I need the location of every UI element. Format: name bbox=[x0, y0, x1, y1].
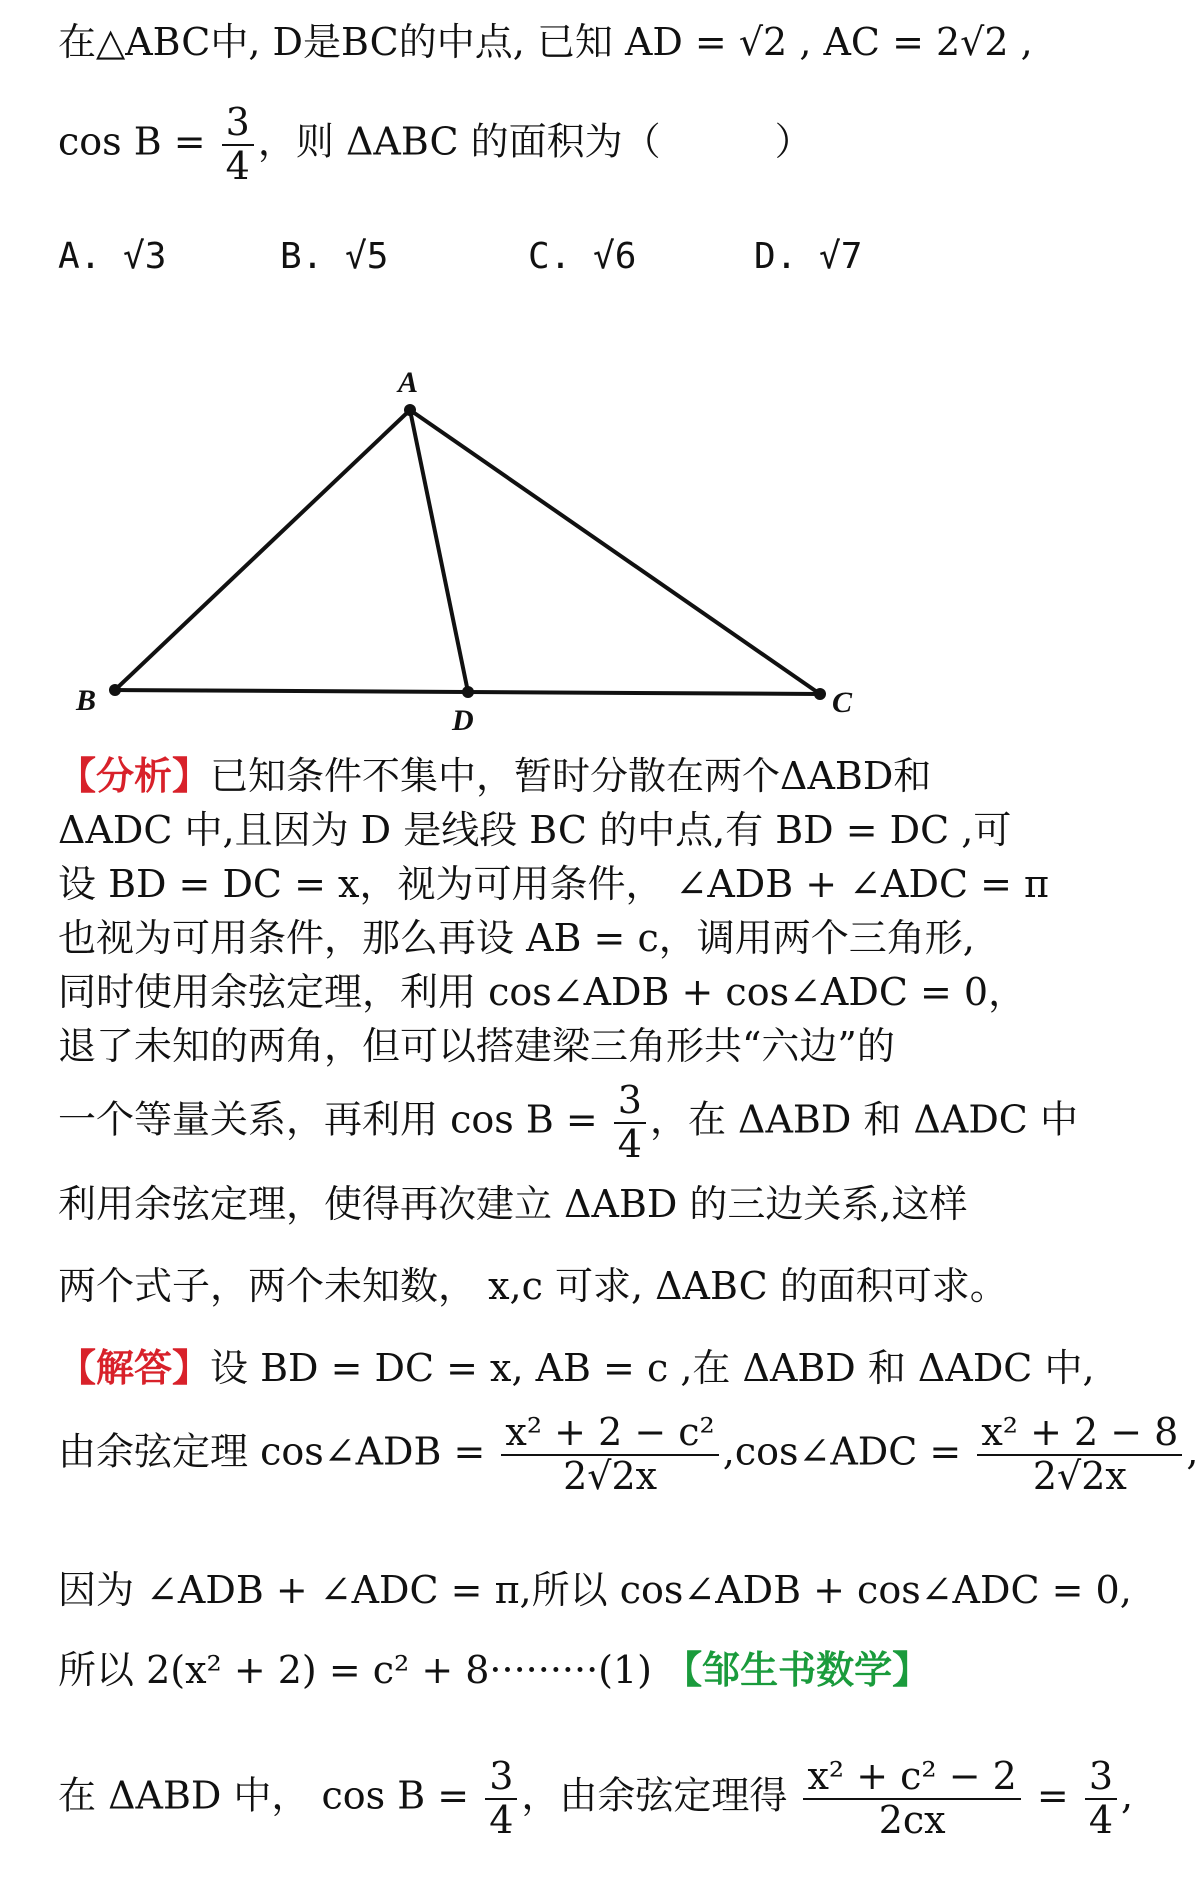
fraction: $\frac{\text{x² + 2 − 8}}{2√2x}$ bbox=[977, 1412, 1182, 1498]
fraction: $\frac{\text{x² + 2 − c²}}{2√2x}$ bbox=[501, 1412, 718, 1498]
segment-ad bbox=[410, 410, 468, 692]
analysis-line-4: 也视为可用条件，那么再设 AB = c，调用两个三角形, bbox=[58, 916, 975, 960]
analysis-line-6: 退了未知的两角，但可以搭建梁三角形共“六边”的 bbox=[58, 1024, 895, 1068]
answer-line-2: 由余弦定理 cos∠ADB = $\frac{\text{x² + 2 − c²}}{2√2x}$ ,cos∠ADC = $\frac{\text{x² + 2 − 8}}{2√2x}$ , bbox=[58, 1410, 1198, 1498]
label-a: A bbox=[398, 366, 419, 399]
fraction: $\frac{3}{4}$ bbox=[485, 1756, 517, 1842]
analysis-line-2: ΔADC 中,且因为 D 是线段 BC 的中点,有 BD = DC ,可 bbox=[58, 808, 1012, 852]
segment-ab bbox=[115, 410, 410, 690]
fraction: $\frac{\text{x² + c² − 2}}{2cx}$ bbox=[803, 1756, 1020, 1842]
vertex-b-dot bbox=[109, 684, 121, 696]
fraction: $\frac{3}{4}$ bbox=[1085, 1756, 1117, 1842]
analysis-line-9: 两个式子，两个未知数， x,c 可求, ΔABC 的面积可求。 bbox=[58, 1264, 1008, 1308]
answer-line-3: 因为 ∠ADB + ∠ADC = π,所以 cos∠ADB + cos∠ADC = 0, bbox=[58, 1568, 1132, 1612]
option-d[interactable]: D. √7 bbox=[754, 236, 863, 277]
option-a[interactable]: A. √3 bbox=[58, 236, 167, 277]
label-b: B bbox=[76, 684, 97, 717]
option-b[interactable]: B. √5 bbox=[280, 236, 389, 277]
analysis-line-8: 利用余弦定理，使得再次建立 ΔABD 的三边关系,这样 bbox=[58, 1182, 968, 1226]
triangle-figure bbox=[0, 360, 1080, 750]
question-line-2: cos B = $\frac{3}{4}$ ，则 ΔABC 的面积为（ ） bbox=[58, 100, 813, 188]
analysis-line-1: 【分析】已知条件不集中，暂时分散在两个ΔABD和 bbox=[58, 754, 932, 798]
fraction: $\frac{3}{4}$ bbox=[614, 1080, 646, 1166]
question-line-1: 在△ABC中, D是BC的中点, 已知 AD = √2 , AC = 2√2 , bbox=[58, 20, 1033, 64]
vertex-a-dot bbox=[404, 404, 416, 416]
answer-line-1: 【解答】设 BD = DC = x, AB = c ,在 ΔABD 和 ΔADC 中, bbox=[58, 1346, 1095, 1390]
vertex-c-dot bbox=[814, 688, 826, 700]
analysis-line-3: 设 BD = DC = x，视为可用条件， ∠ADB + ∠ADC = π bbox=[58, 862, 1049, 906]
segment-ac bbox=[410, 410, 820, 694]
analysis-line-7: 一个等量关系，再利用 cos B = $\frac{3}{4}$ ，在 ΔABD 和 ΔADC 中 bbox=[58, 1078, 1078, 1166]
fraction: $\frac{3}{4}$ bbox=[222, 102, 254, 188]
answer-line-5: 在 ΔABD 中， cos B = $\frac{3}{4}$ ，由余弦定理得 $\frac{\text{x² + c² − 2}}{2cx}$ = $\frac{3}{4}$ , bbox=[58, 1754, 1134, 1842]
answer-line-4: 所以 2(x² + 2) = c² + 8·········(1) 【邹生书数学】 bbox=[58, 1648, 931, 1692]
label-c: C bbox=[832, 686, 853, 719]
analysis-line-5: 同时使用余弦定理，利用 cos∠ADB + cos∠ADC = 0， bbox=[58, 970, 1027, 1014]
option-c[interactable]: C. √6 bbox=[528, 236, 637, 277]
label-d: D bbox=[452, 704, 474, 737]
vertex-d-dot bbox=[462, 686, 474, 698]
brand-tag: 【邹生书数学】 bbox=[664, 1648, 931, 1692]
